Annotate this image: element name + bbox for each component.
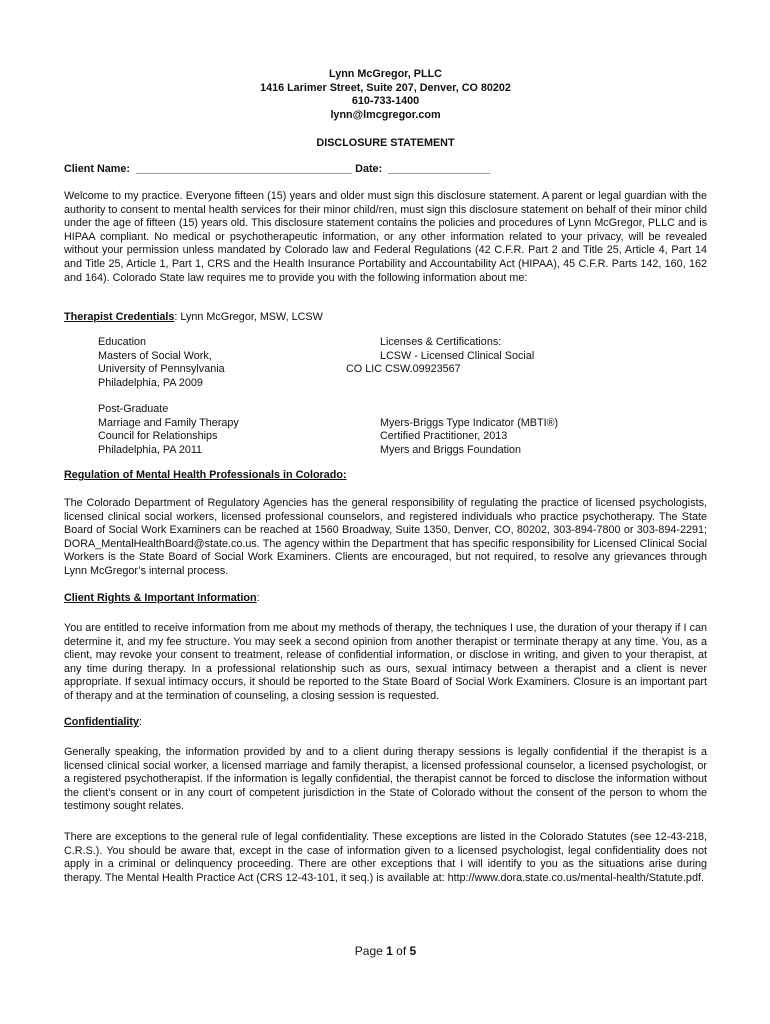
rights-heading-suffix: :: [256, 592, 260, 604]
education-column: [98, 336, 358, 390]
welcome-section: [64, 190, 707, 285]
document-title: DISCLOSURE STATEMENT: [316, 137, 455, 149]
postgrad-line: Post-Graduate: [98, 403, 169, 415]
postgrad-line: Philadelphia, PA 2011: [98, 443, 203, 456]
mbti-line: Myers and Briggs Foundation: [380, 443, 522, 456]
postgrad-line: Council for Relationships: [98, 430, 218, 443]
confidentiality-section-1: [64, 746, 707, 814]
practice-phone: 610-733-1400: [351, 95, 420, 108]
license-line: CO LIC CSW.09923567: [346, 363, 461, 376]
page-footer: [64, 945, 707, 959]
credentials-label: Therapist Credentials: [64, 311, 175, 323]
licenses-column: [346, 336, 640, 377]
confidentiality-paragraph-2: There are exceptions to the general rule of legal confidentiality. These exceptions are listed in the Colorado Statutes (see 12-43-218, C.R.S.). You should be aware that, except in the case of information given to a licensed psychologist, legal confidentiality does not apply in a criminal or delinquency proceeding. There are other exceptions that I will identify to you as the situations arise during therapy. The Mental Health Practice Act (CRS 12-43-101, it seq.) is available at: http://www.dora.state.co.us/mental-health/Statute.pdf.: [64, 831, 707, 884]
education-line: University of Pennsylvania: [98, 363, 225, 376]
practice-email: lynn@lmcgregor.com: [330, 108, 441, 121]
footer-of-word: of: [392, 944, 410, 958]
credentials-value: : Lynn McGregor, MSW, LCSW: [174, 311, 323, 323]
mbti-column: [380, 417, 640, 458]
confidentiality-heading: [64, 716, 707, 730]
education-line: Philadelphia, PA 2009: [98, 376, 203, 389]
regulation-section: [64, 497, 707, 579]
regulation-paragraph: The Colorado Department of Regulatory Agencies has the general responsibility of regulating the practice of licensed psychologists, licensed clinical social workers, licensed professional counselors, and registered individuals who practice psychotherapy. The State Board of Social Work Examiners can be reached at 1560 Broadway, Suite 1350, Denver, CO, 80202, 303-894-7800 or 303-894-2291; DORA_MentalHealthBoard@state.co.us. The agency within the Department that has specific responsibility for Licensed Clinical Social Workers is the State Board of Social Work Examiners. Clients are encouraged, but not required, to resolve any grievances through Lynn McGregor’s internal process.: [64, 497, 707, 577]
regulation-heading-text: Regulation of Mental Health Professionals in Colorado:: [64, 469, 347, 481]
confidentiality-paragraph-1: Generally speaking, the information provided by and to a client during therapy sessions is legally confidential if the therapist is a licensed clinical social worker, a licensed marriage and family therapist, a licensed professional counselor, a licensed psychologist, or a registered psychotherapist. If the information is legally confidential, the therapist cannot be forced to disclose the information without the client’s consent or in any court of competent jurisdiction in the State of Colorado without the consent of the person to whom the testimony sought relates.: [64, 746, 707, 813]
postgrad-line: Marriage and Family Therapy: [98, 416, 239, 429]
practice-name: Lynn McGregor, PLLC: [329, 68, 442, 80]
practice-address: 1416 Larimer Street, Suite 207, Denver, CO 80202: [260, 81, 511, 94]
education-line: Masters of Social Work,: [98, 349, 212, 362]
license-line: LCSW - Licensed Clinical Social: [380, 349, 535, 362]
mbti-line: Myers-Briggs Type Indicator (MBTI®): [380, 416, 559, 429]
footer-page-total: 5: [409, 944, 417, 958]
footer-page-word: Page: [354, 944, 387, 958]
regulation-heading: [64, 469, 707, 483]
credentials-line: [64, 311, 707, 325]
license-line: Licenses & Certifications:: [380, 336, 502, 348]
rights-paragraph: You are entitled to receive information from me about my methods of therapy, the techniques I use, the duration of your therapy if I can determine it, and my fee structure. You may seek a second opinion from another therapist or terminate therapy at any time. You, as a client, may revoke your consent to treatment, release of confidential information, or disclose in writing, and given to your therapist, at any time during therapy. In a professional relationship such as ours, sexual intimacy between a therapist and a client is never appropriate. If sexual intimacy occurs, it should be reported to the State Board of Social Work Examiners. Closure is an important part of therapy and at the termination of counseling, a closing session is requested.: [64, 622, 707, 702]
welcome-paragraph: Welcome to my practice. Everyone fifteen (15) years and older must sign this disclosure statement. A parent or legal guardian with the authority to consent to mental health services for their minor child/ren, must sign this disclosure statement on behalf of their minor child under the age of fifteen (15) years old. This disclosure statement contains the policies and procedures of Lynn McGregor, PLLC and is HIPAA compliant. No medical or psychotherapeutic information, or any other information related to your privacy, will be revealed without your permission unless mandated by Colorado law and Federal Regulations (42 C.F.R. Part 2 and Title 25, Article 4, Part 14 and Title 25, Article 1, Part 1, CRS and the Health Insurance Portability and Accountability Act (HIPAA), 45 C.F.R. Parts 142, 160, 162 and 164). Colorado State law requires me to provide you with the following information about me:: [64, 190, 707, 284]
confidentiality-heading-suffix: :: [138, 716, 142, 728]
confidentiality-section-2: [64, 831, 707, 885]
postgrad-column: [98, 403, 358, 457]
education-line: Education: [98, 336, 147, 348]
footer-page-number: 1: [386, 944, 393, 958]
confidentiality-heading-text: Confidentiality: [64, 716, 139, 728]
letterhead: [64, 68, 707, 122]
rights-heading: [64, 592, 707, 606]
mbti-line: Certified Practitioner, 2013: [380, 430, 508, 443]
rights-section: [64, 622, 707, 704]
rights-heading-text: Client Rights & Important Information: [64, 592, 257, 604]
client-name-line: Client Name: ____________________________________ Date: _________________: [64, 163, 491, 175]
